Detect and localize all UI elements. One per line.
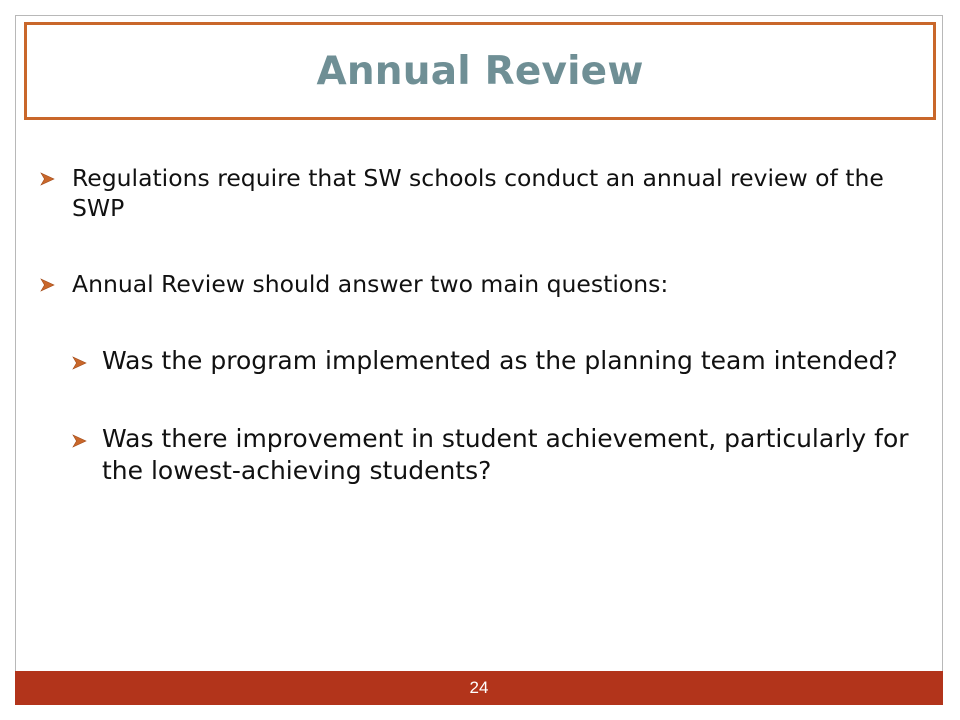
title-box — [24, 22, 936, 120]
bullet-item — [40, 269, 920, 299]
footer-bar — [15, 671, 943, 705]
slide-title: Annual Review — [316, 48, 644, 94]
arrowhead-bullet-icon — [40, 278, 55, 292]
sub-bullet-item — [40, 423, 920, 487]
arrowhead-bullet-icon — [72, 356, 87, 370]
bullet-text: Annual Review should answer two main questions: — [72, 270, 669, 298]
sub-bullet-item — [40, 345, 920, 377]
bullet-list — [40, 163, 920, 487]
sub-bullet-text: Was there improvement in student achievement, particularly for the lowest-achieving students? — [102, 424, 909, 485]
bullet-item — [40, 163, 920, 223]
bullet-text: Regulations require that SW schools conduct an annual review of the SWP — [72, 164, 884, 222]
arrowhead-bullet-icon — [72, 434, 87, 448]
page-number: 24 — [469, 678, 489, 697]
sub-bullet-text: Was the program implemented as the planning team intended? — [102, 346, 898, 375]
arrowhead-bullet-icon — [40, 172, 55, 186]
